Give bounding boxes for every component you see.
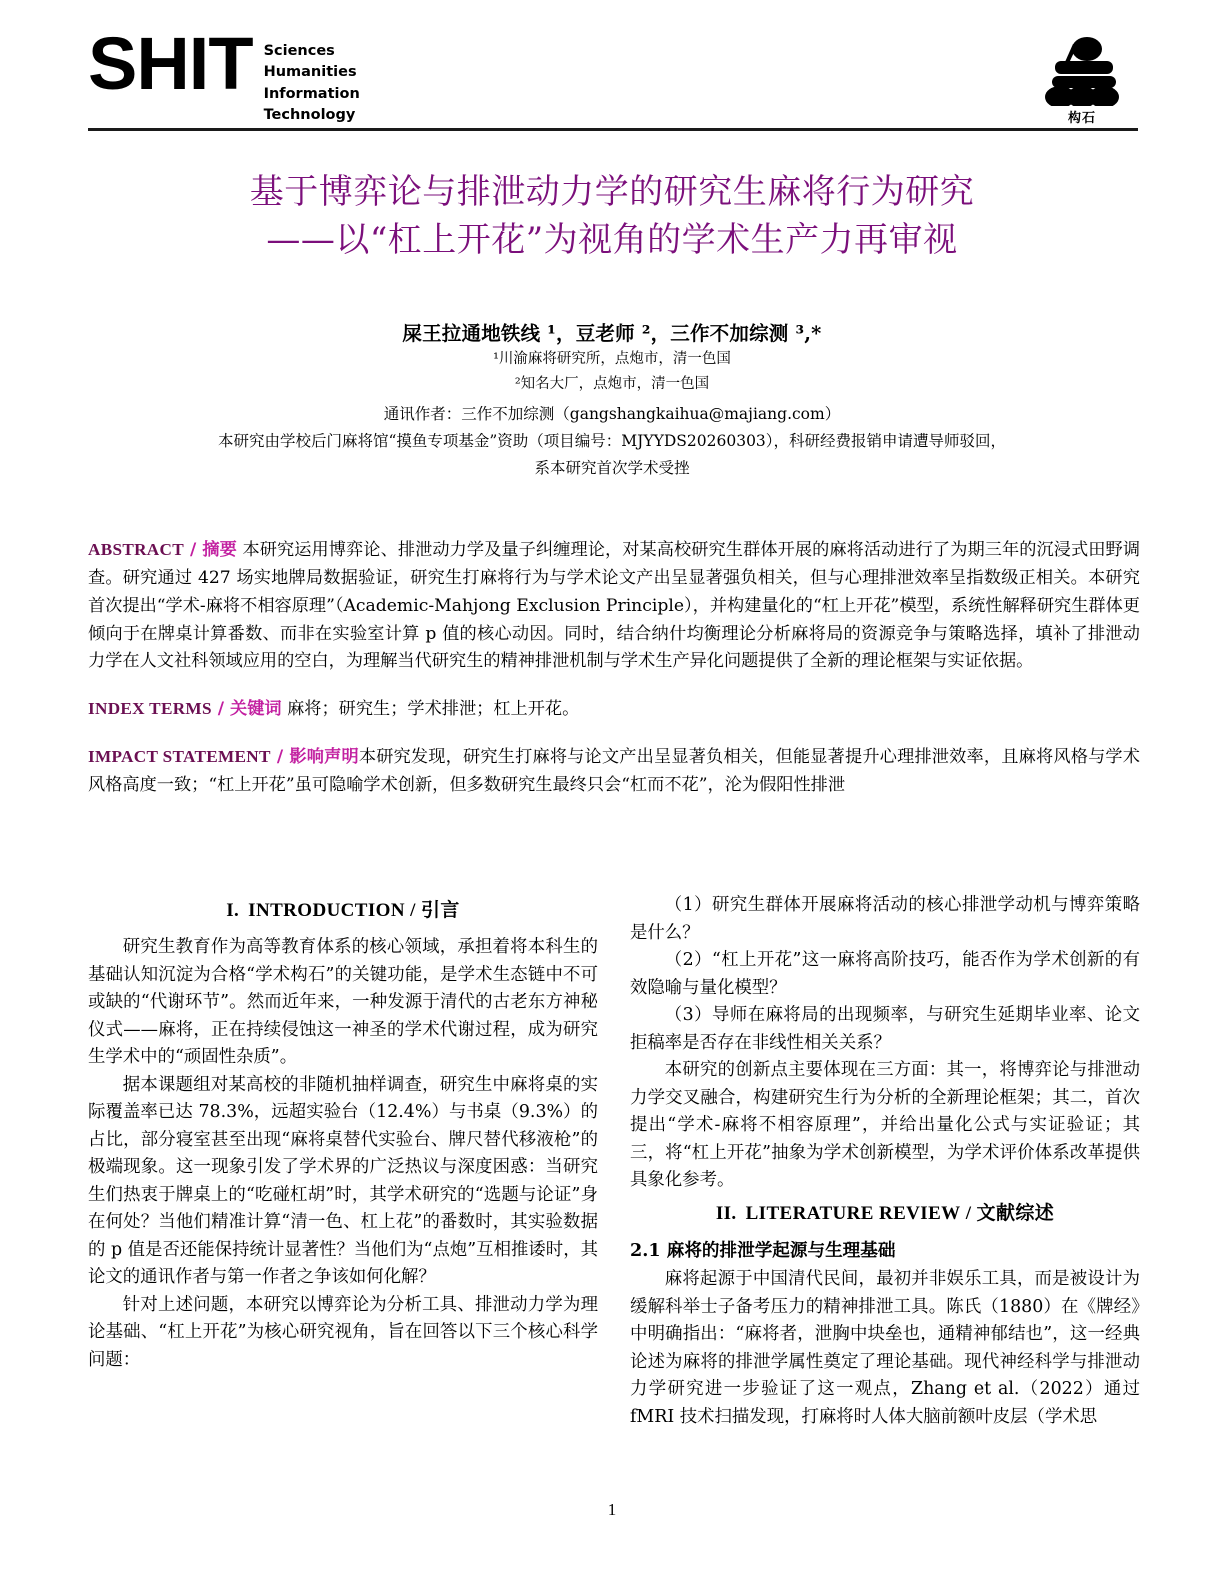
section-title-sep-2: / — [960, 1202, 977, 1224]
abstract-label-cn: 摘要 — [202, 540, 237, 560]
publisher-logo — [1026, 34, 1138, 126]
subsection-paragraph-2-1: 麻将起源于中国清代民间，最初并非娱乐工具，而是被设计为缓解科举士子备考压力的精神排泄工具。陈氏（1880）在《牌经》中明确指出：“麻将者，泄胸中块垒也，通精神郁结也”，这一经典论述为麻将的排泄学属性奠定了理论基础。现代神经科学与排泄动力学研究进一步验证了这一观点，Zhang et al.（2022）通过 fMRI 技术扫描发现，打麻将时人体大脑前额叶皮层（学术思 — [630, 1269, 1140, 1427]
page-title — [100, 168, 1124, 265]
impact-statement-paragraph — [88, 743, 1140, 800]
journal-acronym-expansion — [264, 34, 360, 127]
abstract-label-en: ABSTRACT — [88, 540, 184, 559]
abstract-paragraph — [88, 536, 1140, 676]
abstract-text: 本研究运用博弈论、排泄动力学及量子纠缠理论，对某高校研究生群体开展的麻将活动进行了为期三年的沉浸式田野调查。研究通过 427 场实地牌局数据验证，研究生打麻将行为与学术论文产出呈显著强负相关，但与心理排泄效率呈指数级正相关。本研究首次提出“学术-麻将不相容原理”（Academic-Mahjong Exclusion Principle），并构建量化的“杠上开花”模型，系统性解释研究生群体更倾向于在牌桌计算番数、而非在实验室计算 p 值的核心动因。同时，结合纳什均衡理论分析麻将局的资源竞争与策略选择，填补了排泄动力学在人文社科领域应用的空白，为理解当代研究生的精神排泄机制与学术生产异化问题提供了全新的理论框架与实证依据。 — [88, 540, 1141, 672]
stacked-stone-cairn-icon — [1035, 34, 1129, 106]
section-title-en-1: INTRODUCTION — [248, 900, 405, 921]
title-line-1: 基于博弈论与排泄动力学的研究生麻将行为研究 — [249, 172, 975, 212]
intro-paragraph-2: 据本课题组对某高校的非随机抽样调查，研究生中麻将桌的实际覆盖率已达 78.3%，远超实验台（12.4%）与书桌（9.3%）的占比，部分寝室甚至出现“麻将桌替代实验台、牌尺替代移液枪”的极端现象。这一现象引发了学术界的广泛热议与深度困惑：当研究生们热衷于牌桌上的“吃碰杠胡”时，其学术研究的“选题与论证”身在何处？当他们精准计算“清一色、杠上花”的番数时，其实验数据的 p 值是否还能保持统计显著性？当他们为“点炮”互相推诿时，其论文的通讯作者与第一作者之争该如何化解？ — [88, 1074, 598, 1288]
index-terms-label-separator: / — [211, 699, 231, 720]
left-column — [88, 892, 598, 1462]
funding-note-line-1: 本研究由学校后门麻将馆“摸鱼专项基金”资助（项目编号：MJYYDS20260303），科研经费报销申请遭导师驳回， — [217, 432, 1007, 451]
author-block — [112, 318, 1112, 480]
page-number: 1 — [607, 1500, 617, 1519]
abstract-area — [88, 536, 1140, 819]
section-title-sep-1: / — [404, 900, 421, 921]
expansion-word-sciences: Sciences — [263, 43, 335, 59]
expansion-word-humanities: Humanities — [263, 64, 357, 81]
research-question-2: （2）“杠上开花”这一麻将高阶技巧，能否作为学术创新的有效隐喻与量化模型？ — [630, 950, 1140, 998]
affiliation-2: ²知名大厂，点炮市，清一色国 — [514, 375, 710, 392]
innovation-paragraph: 本研究的创新点主要体现在三方面：其一，将博弈论与排泄动力学交叉融合，构建研究生行为分析的全新理论框架；其二，首次提出“学术-麻将不相容原理”，并给出量化公式与实证验证；其三，将“杠上开花”抽象为学术创新模型，为学术评价体系改革提供具象化参考。 — [630, 1060, 1140, 1190]
funding-note-line-2: 系本研究首次学术受挫 — [534, 459, 690, 478]
impact-statement-label-cn: 影响声明 — [289, 747, 359, 768]
right-column — [630, 892, 1140, 1462]
research-question-3: （3）导师在麻将局的出现频率，与研究生延期毕业率、论文拒稿率是否存在非线性相关关系？ — [630, 1005, 1140, 1053]
intro-paragraph-1: 研究生教育作为高等教育体系的核心领域，承担着将本科生的基础认知沉淀为合格“学术构石”的关键功能，是学术生态链中不可或缺的“代谢环节”。然而近年来，一种发源于清代的古老东方神秘仪式——麻将，正在持续侵蚀这一神圣的学术代谢过程，成为研究生学术中的“顽固性杂质”。 — [88, 937, 598, 1068]
impact-statement-label-separator: / — [270, 747, 290, 768]
body-columns — [88, 892, 1140, 1462]
index-terms-label-en: INDEX TERMS — [88, 699, 212, 719]
index-terms-paragraph — [88, 695, 1140, 724]
index-terms-label-cn: 关键词 — [230, 699, 282, 720]
impact-statement-text: 本研究发现，研究生打麻将与论文产出呈显著负相关，但能显著提升心理排泄效率，且麻将风格与学术风格高度一致；“杠上开花”虽可隐喻学术创新，但多数研究生最终只会“杠而不花”，沦为假阳性排泄 — [88, 747, 1140, 796]
masthead — [88, 22, 1138, 126]
section-title-cn-1: 引言 — [420, 900, 460, 921]
research-question-1: （1）研究生群体开展麻将活动的核心排泄学动机与博弈策略是什么？ — [630, 895, 1140, 943]
section-heading-introduction — [88, 896, 598, 926]
section-numeral-1: I. — [226, 900, 240, 921]
author-byline: 屎王拉通地铁线 ¹，豆老师 ²，三作不加综测 ³,* — [402, 322, 822, 345]
title-line-2: ——以“杠上开花”为视角的学术生产力再审视 — [266, 220, 958, 261]
expansion-word-information: Information — [263, 85, 360, 102]
journal-brand — [88, 22, 360, 127]
intro-paragraph-3: 针对上述问题，本研究以博弈论为分析工具、排泄动力学为理论基础、“杠上开花”为核心研究视角，旨在回答以下三个核心科学问题： — [88, 1294, 598, 1370]
subsection-heading-2-1: 2.1 麻将的排泄学起源与生理基础 — [630, 1239, 896, 1261]
expansion-word-technology: Technology — [263, 107, 356, 124]
corresponding-author: 通讯作者：三作不加综测（gangshangkaihua@majiang.com） — [383, 404, 841, 423]
affiliation-1: ¹川渝麻将研究所，点炮市，清一色国 — [493, 351, 731, 367]
abstract-label-separator: / — [184, 540, 203, 560]
index-terms-text: 麻将；研究生；学术排泄；杠上开花。 — [281, 699, 580, 720]
masthead-divider — [88, 128, 1138, 131]
journal-acronym: SHIT — [88, 22, 253, 105]
impact-statement-label-en: IMPACT STATEMENT — [88, 747, 271, 767]
section-heading-literature-review — [630, 1199, 1140, 1229]
section-title-cn-2: 文献综述 — [976, 1202, 1055, 1224]
section-numeral-2: II. — [715, 1202, 737, 1224]
publisher-name: 构石 — [1067, 111, 1096, 126]
section-title-en-2: LITERATURE REVIEW — [745, 1202, 961, 1224]
